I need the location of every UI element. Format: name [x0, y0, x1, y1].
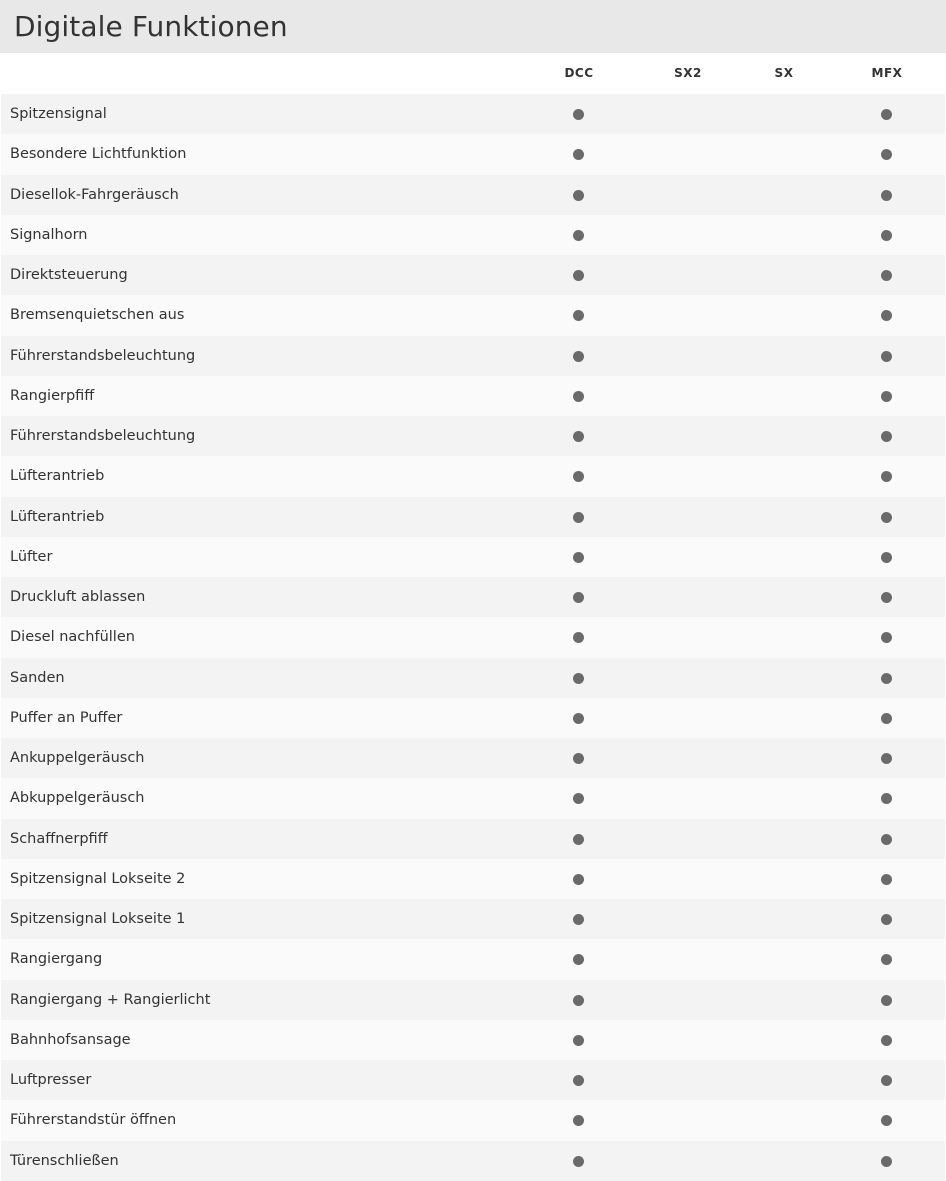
supported-dot-icon: [573, 874, 584, 885]
supported-dot-icon: [573, 270, 584, 281]
function-label: Besondere Lichtfunktion: [10, 146, 187, 163]
supported-dot-icon: [573, 1115, 584, 1126]
function-label: Rangiergang + Rangierlicht: [10, 991, 211, 1008]
table-row: [1, 456, 945, 496]
supported-dot-icon: [573, 431, 584, 442]
supported-dot-icon: [881, 512, 892, 523]
table-row: [1, 376, 945, 416]
supported-dot-icon: [881, 1156, 892, 1167]
supported-dot-icon: [573, 673, 584, 684]
function-label: Führerstandsbeleuchtung: [10, 347, 196, 364]
functions-table: [1, 53, 945, 1181]
table-row: [1, 255, 945, 295]
function-label: Diesel nachfüllen: [10, 629, 135, 646]
function-label: Schaffnerpfiff: [10, 830, 108, 847]
supported-dot-icon: [573, 351, 584, 362]
supported-dot-icon: [881, 1035, 892, 1046]
function-label: Rangiergang: [10, 951, 103, 968]
table-row: [1, 980, 945, 1020]
supported-dot-icon: [881, 1075, 892, 1086]
supported-dot-icon: [881, 914, 892, 925]
table-row: [1, 899, 945, 939]
table-row: [1, 617, 945, 657]
table-row: [1, 1020, 945, 1060]
supported-dot-icon: [881, 713, 892, 724]
function-label: Führerstandstür öffnen: [10, 1112, 177, 1129]
column-header-mfx: MFX: [871, 66, 903, 80]
function-label: Spitzensignal Lokseite 2: [10, 870, 186, 887]
supported-dot-icon: [881, 431, 892, 442]
supported-dot-icon: [573, 109, 584, 120]
supported-dot-icon: [881, 793, 892, 804]
supported-dot-icon: [881, 109, 892, 120]
function-label: Abkuppelgeräusch: [10, 790, 145, 807]
function-label: Lüfterantrieb: [10, 508, 105, 525]
supported-dot-icon: [881, 230, 892, 241]
supported-dot-icon: [881, 954, 892, 965]
column-header-sx: SX: [774, 66, 794, 80]
column-header-dcc: DCC: [564, 66, 594, 80]
function-label: Türenschließen: [10, 1152, 119, 1169]
table-row: [1, 859, 945, 899]
function-label: Diesellok-Fahrgeräusch: [10, 186, 179, 203]
function-label: Signalhorn: [10, 226, 88, 243]
function-label: Sanden: [10, 669, 65, 686]
supported-dot-icon: [881, 874, 892, 885]
supported-dot-icon: [881, 1115, 892, 1126]
supported-dot-icon: [881, 995, 892, 1006]
supported-dot-icon: [573, 592, 584, 603]
table-row: [1, 577, 945, 617]
supported-dot-icon: [573, 149, 584, 160]
supported-dot-icon: [881, 351, 892, 362]
supported-dot-icon: [573, 552, 584, 563]
table-row: [1, 1060, 945, 1100]
table-row: [1, 939, 945, 979]
supported-dot-icon: [573, 753, 584, 764]
supported-dot-icon: [573, 713, 584, 724]
function-label: Puffer an Puffer: [10, 709, 123, 726]
function-label: Spitzensignal Lokseite 1: [10, 911, 186, 927]
supported-dot-icon: [881, 391, 892, 402]
supported-dot-icon: [573, 834, 584, 845]
table-row: [1, 134, 945, 174]
supported-dot-icon: [881, 753, 892, 764]
supported-dot-icon: [573, 632, 584, 643]
function-label: Lüfterantrieb: [10, 468, 105, 485]
table-row: [1, 537, 945, 577]
function-label: Direktsteuerung: [10, 267, 128, 283]
supported-dot-icon: [881, 834, 892, 845]
supported-dot-icon: [881, 673, 892, 684]
table-row: [1, 336, 945, 376]
table-row: [1, 1100, 945, 1140]
supported-dot-icon: [573, 1156, 584, 1167]
supported-dot-icon: [573, 512, 584, 523]
function-label: Rangierpfiff: [10, 387, 95, 404]
function-label: Lüfter: [10, 548, 53, 565]
supported-dot-icon: [881, 632, 892, 643]
supported-dot-icon: [881, 310, 892, 321]
function-label: Bremsenquietschen aus: [10, 307, 185, 324]
supported-dot-icon: [573, 190, 584, 201]
table-header-row: [1, 53, 945, 94]
function-label: Ankuppelgeräusch: [10, 750, 145, 766]
table-row: [1, 819, 945, 859]
table-row: [1, 215, 945, 255]
table-row: [1, 698, 945, 738]
function-label: Luftpresser: [10, 1072, 92, 1088]
supported-dot-icon: [573, 310, 584, 321]
supported-dot-icon: [881, 471, 892, 482]
supported-dot-icon: [881, 149, 892, 160]
supported-dot-icon: [573, 793, 584, 804]
supported-dot-icon: [573, 1075, 584, 1086]
column-header-sx2: SX2: [674, 66, 702, 80]
function-label: Bahnhofsansage: [10, 1031, 131, 1048]
supported-dot-icon: [573, 914, 584, 925]
title-bar: [0, 0, 946, 53]
supported-dot-icon: [881, 270, 892, 281]
supported-dot-icon: [881, 552, 892, 563]
supported-dot-icon: [573, 1035, 584, 1046]
table-row: [1, 1141, 945, 1181]
function-label: Druckluft ablassen: [10, 589, 146, 605]
page-title: Digitale Funktionen: [14, 10, 288, 43]
table-row: [1, 416, 945, 456]
table-row: [1, 295, 945, 335]
table-row: [1, 738, 945, 778]
supported-dot-icon: [573, 995, 584, 1006]
table-row: [1, 658, 945, 698]
function-label: Spitzensignal: [10, 106, 107, 122]
table-row: [1, 175, 945, 215]
supported-dot-icon: [573, 230, 584, 241]
supported-dot-icon: [573, 391, 584, 402]
supported-dot-icon: [881, 592, 892, 603]
table-row: [1, 497, 945, 537]
supported-dot-icon: [573, 954, 584, 965]
supported-dot-icon: [573, 471, 584, 482]
supported-dot-icon: [881, 190, 892, 201]
table-row: [1, 94, 945, 134]
function-label: Führerstandsbeleuchtung: [10, 428, 196, 444]
table-row: [1, 778, 945, 818]
table-body: [1, 94, 945, 1181]
